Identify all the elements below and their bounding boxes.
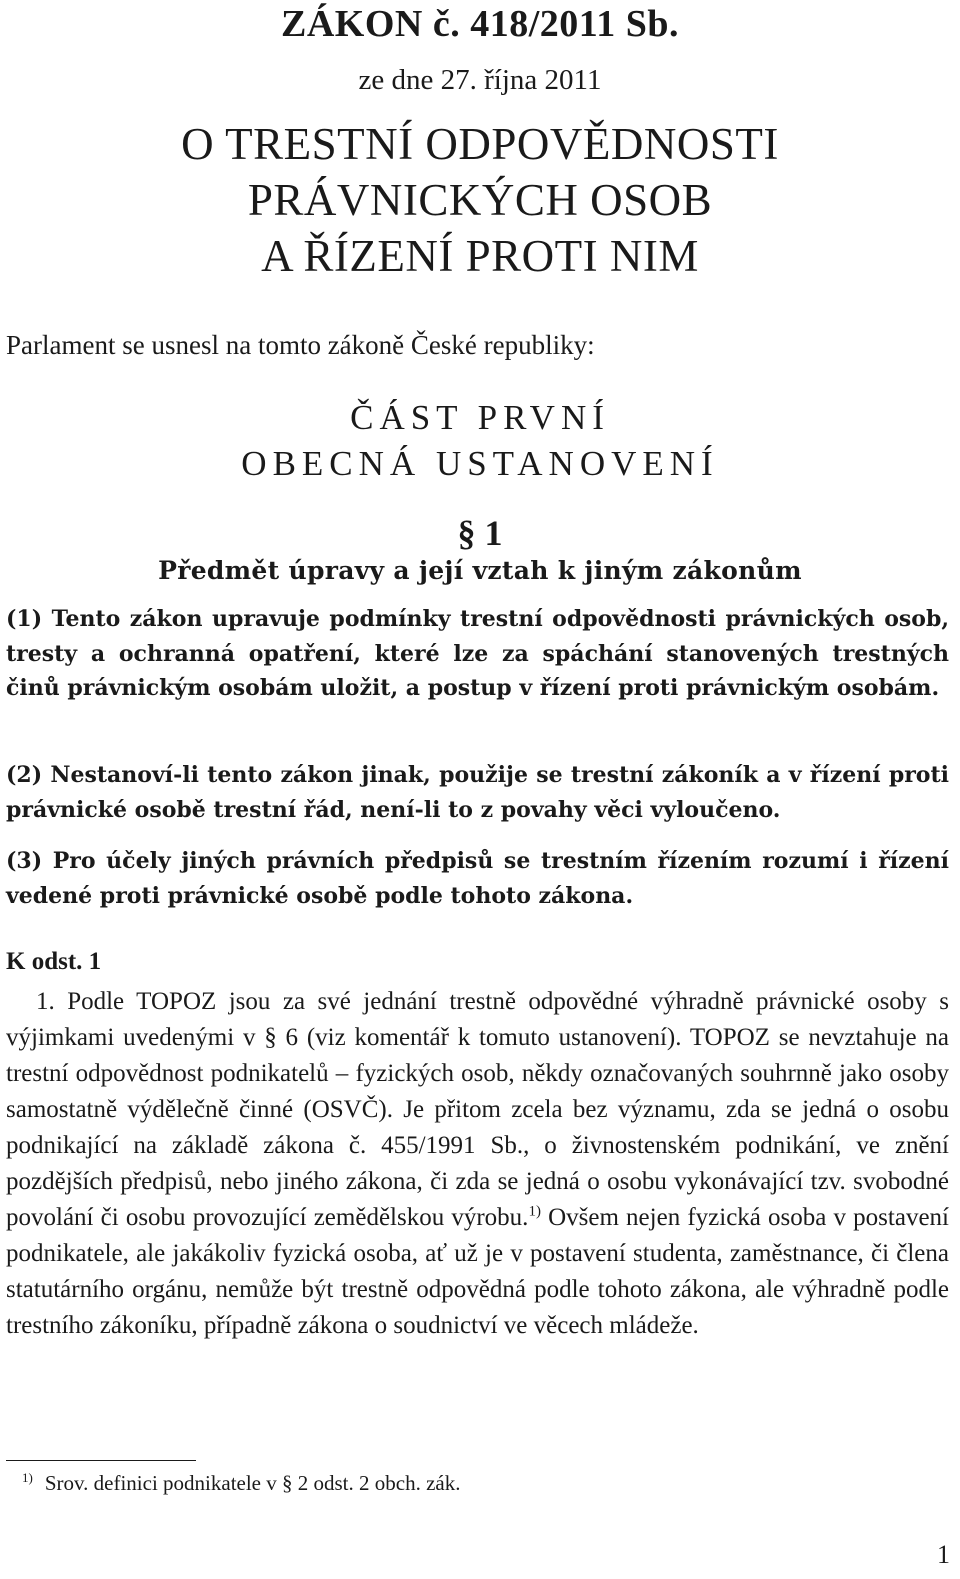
section-heading: Předmět úpravy a její vztah k jiným zákonům (158, 556, 802, 585)
footnote (22, 1470, 460, 1496)
commentary-text (6, 984, 949, 1344)
footnote-divider (6, 1460, 196, 1461)
part-label: ČÁST PRVNÍ (350, 398, 610, 437)
commentary-heading: K odst. 1 (6, 948, 102, 975)
footnote-reference: 1) (528, 1203, 541, 1220)
paragraph-1: (1) Tento zákon upravuje podmínky trestní odpovědnosti právnických osob, tresty a ochranná opatření, které lze za spáchání stanovených trestných činů právnickým osobám uložit, a postup v řízení proti právnickým osobám. (6, 606, 949, 701)
law-title: ZÁKON č. 418/2011 Sb. (281, 3, 679, 45)
section-number: § 1 (457, 513, 503, 553)
subject-line: PRÁVNICKÝCH OSOB (247, 175, 713, 225)
part-title: OBECNÁ USTANOVENÍ (241, 444, 719, 483)
commentary-text-part2: Ovšem nejen fyzická osoba v postavení podnikatele, ale jakákoliv fyzická osoba, ať už je v postavení studenta, zaměstnance, či člena statutárního orgánu, nemůže být trestně odpovědná podle tohoto zákona, ale výhradně podle trestního zákoníku, případně zákona o soudnictví ve věcech mládeže. (6, 1204, 949, 1339)
footnote-text: Srov. definici podnikatele v § 2 odst. 2 obch. zák. (44, 1471, 461, 1495)
paragraph-2: (2) Nestanoví-li tento zákon jinak, použije se trestní zákoník a v řízení proti právnické osobě trestní řád, není-li to z povahy věci vyloučeno. (6, 762, 949, 823)
subject-line: A ŘÍZENÍ PROTI NIM (261, 231, 699, 281)
footnote-marker: 1) (22, 1470, 33, 1485)
subject-line: O TRESTNÍ ODPOVĚDNOSTI (181, 119, 779, 169)
law-date: ze dne 27. října 2011 (358, 64, 602, 96)
preamble: Parlament se usnesl na tomto zákoně České republiky: (6, 330, 595, 360)
commentary-text-part1: 1. Podle TOPOZ jsou za své jednání trestně odpovědné výhradně právnické osoby s výjimkami uvedenými v § 6 (viz komentář k tomuto ustanovení). TOPOZ se nevztahuje na trestní odpovědnost podnikatelů – fyzických osob, někdy označovaných souhrnně jako osoby samostatně výdělečně činné (OSVČ). Je přitom zcela bez významu, zda se jedná o osobu podnikající na základě zákona č. 455/1991 Sb., o živnostenském podnikání, ve znění pozdějších předpisů, nebo jiného zákona, či zda se jedná o osobu vykonávající tzv. svobodné povolání či osobu provozující zemědělskou výrobu. (6, 988, 949, 1231)
page-number: 1 (937, 1540, 950, 1569)
paragraph-3: (3) Pro účely jiných právních předpisů se trestním řízením rozumí i řízení vedené proti právnické osobě podle tohoto zákona. (6, 848, 949, 909)
